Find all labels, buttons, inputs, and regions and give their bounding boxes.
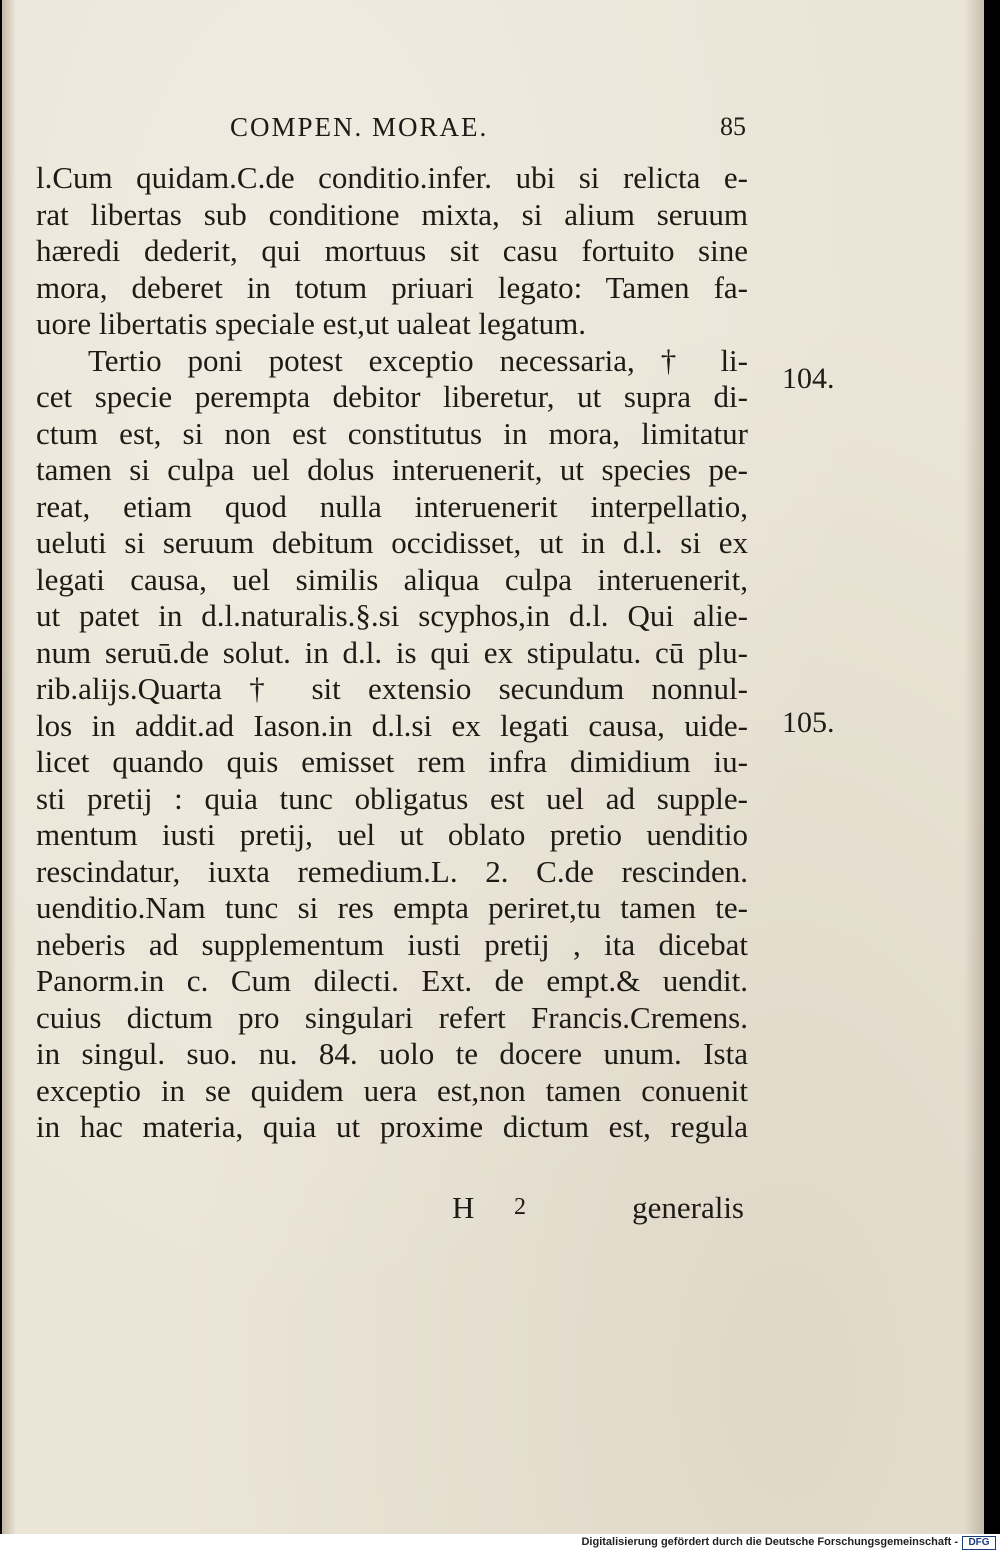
catchword: generalis — [632, 1190, 744, 1225]
text-line: licet quando quis emisset rem infra dimidium iu- — [36, 744, 748, 779]
dfg-logo: DFG — [962, 1536, 996, 1550]
body-text — [36, 160, 748, 1146]
text-line: reat, etiam quod nulla interuenerit interpellatio, — [36, 488, 748, 524]
marginal-note: 105. — [782, 706, 835, 739]
text-line: tamen si culpa uel dolus interuenerit, ut species pe- — [36, 452, 748, 487]
text-line: hæredi dederit, qui mortuus sit casu fortuito sine — [36, 233, 748, 268]
text-line: mora, deberet in totum priuari legato: Tamen fa- — [36, 269, 748, 305]
text-line: uore libertatis speciale est,ut ualeat legatum. — [36, 306, 587, 341]
text-line: ut patet in d.l.naturalis.§.si scyphos,in d.l. Qui alie- — [36, 598, 748, 633]
text-line: l.Cum quidam.C.de conditio.infer. ubi si relicta e- — [36, 160, 748, 195]
text-line: in hac materia, quia ut proxime dictum est, regula — [36, 1109, 748, 1144]
text-line: cet specie perempta debitor liberetur, ut supra di- — [36, 379, 748, 414]
text-line: rescindatur, iuxta remedium.L. 2. C.de rescinden. — [36, 853, 748, 889]
page-foot — [452, 1190, 744, 1230]
text-line: mentum iusti pretij, uel ut oblato pretio uenditio — [36, 817, 748, 852]
footer-bar — [0, 1534, 1000, 1553]
text-line: sti pretij : quia tunc obligatus est uel ad supple- — [36, 780, 748, 816]
book-page — [2, 0, 984, 1534]
spine-shadow — [2, 0, 16, 1534]
text-line: rat libertas sub conditione mixta, si alium seruum — [36, 196, 748, 232]
text-line: Tertio poni potest exceptio necessaria, † li- — [88, 342, 748, 378]
page-number: 85 — [720, 112, 746, 141]
text-line: rib.alijs.Quarta † sit extensio secundum nonnul- — [36, 671, 748, 706]
text-line: neberis ad supplementum iusti pretij , ita dicebat — [36, 926, 748, 962]
running-head: COMPEN. MORAE. — [230, 112, 489, 142]
text-line: ueluti si seruum debitum occidisset, ut in d.l. si ex — [36, 525, 748, 560]
text-line: in singul. suo. nu. 84. uolo te docere unum. Ista — [36, 1036, 748, 1071]
text-line: ctum est, si non est constitutus in mora, limitatur — [36, 415, 748, 451]
signature-number: 2 — [514, 1194, 526, 1220]
text-line: exceptio in se quidem uera est,non tamen conuenit — [36, 1072, 748, 1108]
marginal-note: 104. — [782, 362, 835, 395]
text-line: legati causa, uel similis aliqua culpa interuenerit, — [36, 561, 748, 597]
text-line: uenditio.Nam tunc si res empta periret,tu tamen te- — [36, 890, 748, 925]
page-edge — [964, 0, 984, 1534]
text-line: cuius dictum pro singulari refert Francis.Cremens. — [36, 999, 748, 1035]
text-line: num seruū.de solut. in d.l. is qui ex stipulatu. cū plu- — [36, 634, 748, 670]
signature-mark: H — [452, 1190, 475, 1225]
text-line: Panorm.in c. Cum dilecti. Ext. de empt.& uendit. — [36, 963, 748, 998]
funding-credit: Digitalisierung gefördert durch die Deutsche Forschungsgemeinschaft - — [581, 1536, 958, 1548]
text-line: los in addit.ad Iason.in d.l.si ex legati causa, uide- — [36, 707, 748, 743]
